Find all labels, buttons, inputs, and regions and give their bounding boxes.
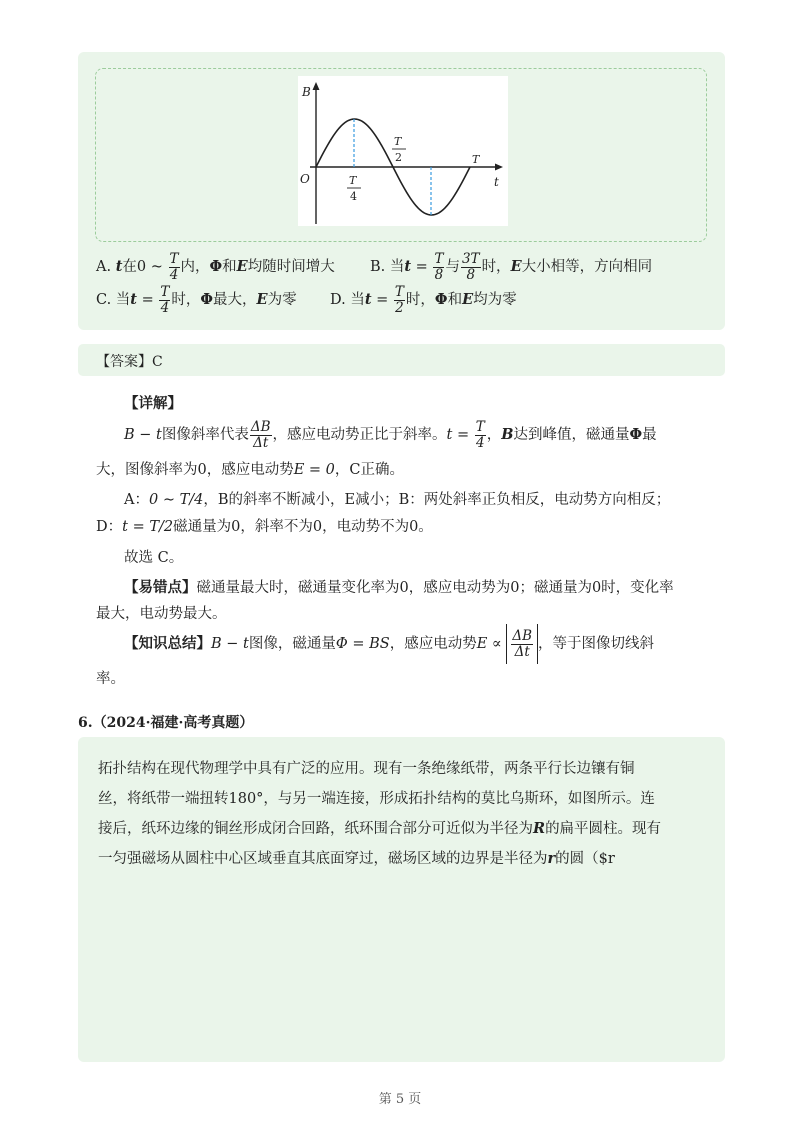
option-b-var-t: t: [404, 258, 412, 275]
question-6-line4: 一匀强磁场从圆柱中心区域垂直其底面穿过，磁场区域的边界是半径为r的圆（$r: [98, 850, 615, 867]
y-axis-arrow: [313, 82, 320, 90]
option-d-eq: =: [371, 292, 393, 308]
quarter-label-num: T: [349, 174, 357, 187]
b-t-graph: [298, 76, 508, 226]
error-prone-line1: 【易错点】磁通量最大时，磁通量变化率为0，感应电动势为0；磁通量为0时，变化率: [124, 579, 674, 596]
option-b-text1: 当: [389, 259, 405, 275]
option-c-eq: =: [137, 292, 159, 308]
option-c-text4: 为零: [267, 292, 297, 308]
option-a-var-t: t: [115, 258, 123, 275]
option-d-text2: 时，: [405, 292, 435, 308]
option-c-text2: 时，: [171, 292, 201, 308]
option-d-text3: 和: [447, 292, 463, 308]
option-c-fraction: $\frac{T}{4}$: [160, 283, 170, 316]
option-a-prefix: A.: [96, 259, 112, 275]
half-label-den: 2: [395, 151, 402, 164]
x-axis-label: t: [494, 175, 499, 189]
explanation-fraction-db-dt: $\frac{\Delta B}{\Delta t}$: [250, 418, 271, 451]
summary-abs-value: $\frac{\Delta B}{\Delta t}$: [506, 624, 538, 664]
option-c-prefix: C.: [96, 292, 112, 308]
y-axis-label: B: [302, 85, 311, 99]
summary-line2: 率。: [96, 671, 125, 687]
question-6-line1: 拓扑结构在现代物理学中具有广泛的应用。现有一条绝缘纸带，两条平行长边镶有铜: [98, 761, 635, 777]
question-6-line3: 接后，纸环边缘的铜丝形成闭合回路，纸环围合部分可近似为半径为R的扁平圆柱。现有: [98, 820, 662, 837]
option-b-eq: =: [411, 259, 433, 275]
explanation-fraction-t4: $\frac{T}{4}$: [475, 418, 485, 451]
option-b[interactable]: [370, 250, 652, 284]
b-t-graph-svg: [298, 76, 508, 226]
option-b-fraction1: $\frac{T}{8}$: [434, 250, 444, 283]
option-c-var-t: t: [130, 291, 137, 308]
option-b-text3: 时，: [481, 259, 511, 275]
option-d-phi: Φ: [434, 291, 448, 308]
option-c-text1: 当: [115, 292, 131, 308]
option-c-phi: Φ: [200, 291, 214, 308]
option-a-phi: Φ: [209, 258, 223, 275]
x-axis-arrow: [495, 164, 503, 171]
question-6-number: 6.（2024·福建·高考真题）: [78, 715, 254, 731]
option-d[interactable]: [330, 283, 517, 317]
answer-label: 【答案】C: [96, 354, 163, 370]
explanation-line4: D：t = T/2磁通量为0，斜率不为0，电动势不为0。: [96, 519, 433, 535]
option-c[interactable]: [96, 283, 297, 317]
quarter-label-den: 4: [350, 190, 357, 203]
option-a-text3: 和: [222, 259, 237, 275]
summary-line1: 【知识总结】B − t图像，磁通量Φ = BS，感应电动势E ∝ $\frac{\Delta B}{\Delta t}$ ，等于图像切线斜: [124, 624, 654, 664]
explanation-line1: B − t图像斜率代表 $\frac{\Delta B}{\Delta t}$ ，感应电动势正比于斜率。t = $\frac{T}{4}$ ，B达到峰值，磁通量Φ最: [124, 418, 657, 451]
page-number: 第 5 页: [378, 1092, 422, 1107]
error-prone-line2: 最大，电动势最大。: [96, 606, 227, 622]
option-b-prefix: B.: [370, 259, 386, 275]
option-c-var-e: E: [256, 291, 268, 308]
explanation-line3: A：0 ∼ T/4，B的斜率不断减小，E减小；B：两处斜率正负相反，电动势方向相反；: [124, 492, 671, 508]
question-6-box: [78, 737, 725, 1062]
option-d-prefix: D.: [330, 292, 346, 308]
option-a-text4: 均随时间增大: [247, 259, 335, 275]
option-a-text1: 在0 ~: [122, 259, 163, 275]
option-d-fraction: $\frac{T}{2}$: [394, 283, 404, 316]
answer-bar: [78, 344, 725, 376]
option-d-text4: 均为零: [473, 292, 517, 308]
half-label-num: T: [394, 135, 402, 148]
period-label: T: [472, 153, 480, 166]
option-a-var-e: E: [236, 258, 248, 275]
explanation-conclusion: 故选 C。: [124, 550, 184, 566]
option-d-var-t: t: [364, 291, 372, 308]
option-b-text2: 与: [445, 259, 460, 275]
option-d-text1: 当: [350, 292, 365, 308]
explanation-heading: 【详解】: [124, 395, 182, 412]
option-a-fraction: $\frac{T}{4}$: [169, 250, 179, 283]
explanation-line2: 大，图像斜率为0，感应电动势E = 0，C正确。: [96, 462, 405, 478]
option-b-text4: 大小相等，方向相同: [521, 259, 653, 275]
option-d-var-e: E: [462, 291, 474, 308]
option-b-fraction2: $\frac{3T}{8}$: [461, 250, 480, 283]
option-b-var-e: E: [510, 258, 522, 275]
origin-label: O: [300, 172, 310, 186]
option-a-text2: 内，: [180, 259, 210, 275]
question-6-line2: 丝，将纸带一端扭转180°，与另一端连接，形成拓扑结构的莫比乌斯环，如图所示。连: [98, 791, 655, 807]
option-a[interactable]: [96, 250, 335, 284]
option-c-text3: 最大，: [213, 292, 257, 308]
